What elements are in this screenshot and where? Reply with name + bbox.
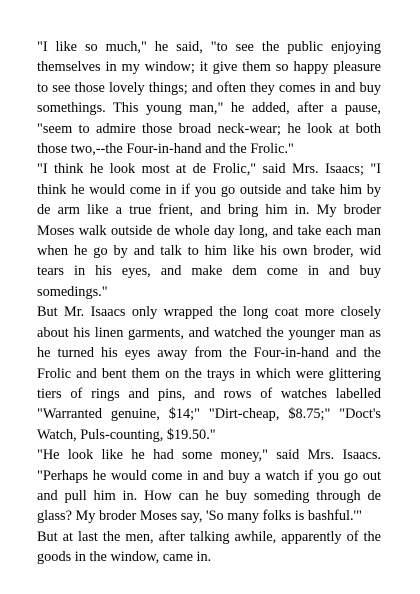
paragraph-2: "I think he look most at de Frolic," said Mrs. Isaacs; "I think he would come in if you go outside and take him by de arm like a true frient, and bring him in. My broder Moses walk outside de whole day long, and take each man when he go by and talk to him like his own broder, wid tears in his eyes, and make dem come in and buy somedings." [37,161,381,300]
paragraph-3: But Mr. Isaacs only wrapped the long coat more closely about his linen garments, and watched the younger man as he turned his eyes away from the Four-in-hand and the Frolic and bent them on the trays in which were glittering tiers of rings and pins, and rows of watches labelled "Warranted genuine, $14;" "Dirt-cheap, $8.75;" "Doct's Watch, Puls-counting, $19.50." [37,304,381,443]
paragraph-5: But at last the men, after talking awhile, apparently of the goods in the window, came in. [37,528,381,566]
document-page [37,37,381,568]
paragraph-4: "He look like he had some money," said Mrs. Isaacs. "Perhaps he would come in and buy a watch if you go out and pull him in. How can he buy someding through de glass? My broder Moses say, 'So many folks is bashful.'" [37,447,381,525]
paragraph-1: "I like so much," he said, "to see the public enjoying themselves in my window; it give them so happy pleasure to see those lovely things; and often they comes in and buy somethings. This young man," he added, after a pause, "seem to admire those broad neck-wear; he look at both those two,--the Four-in-hand and the Frolic." [37,39,381,158]
